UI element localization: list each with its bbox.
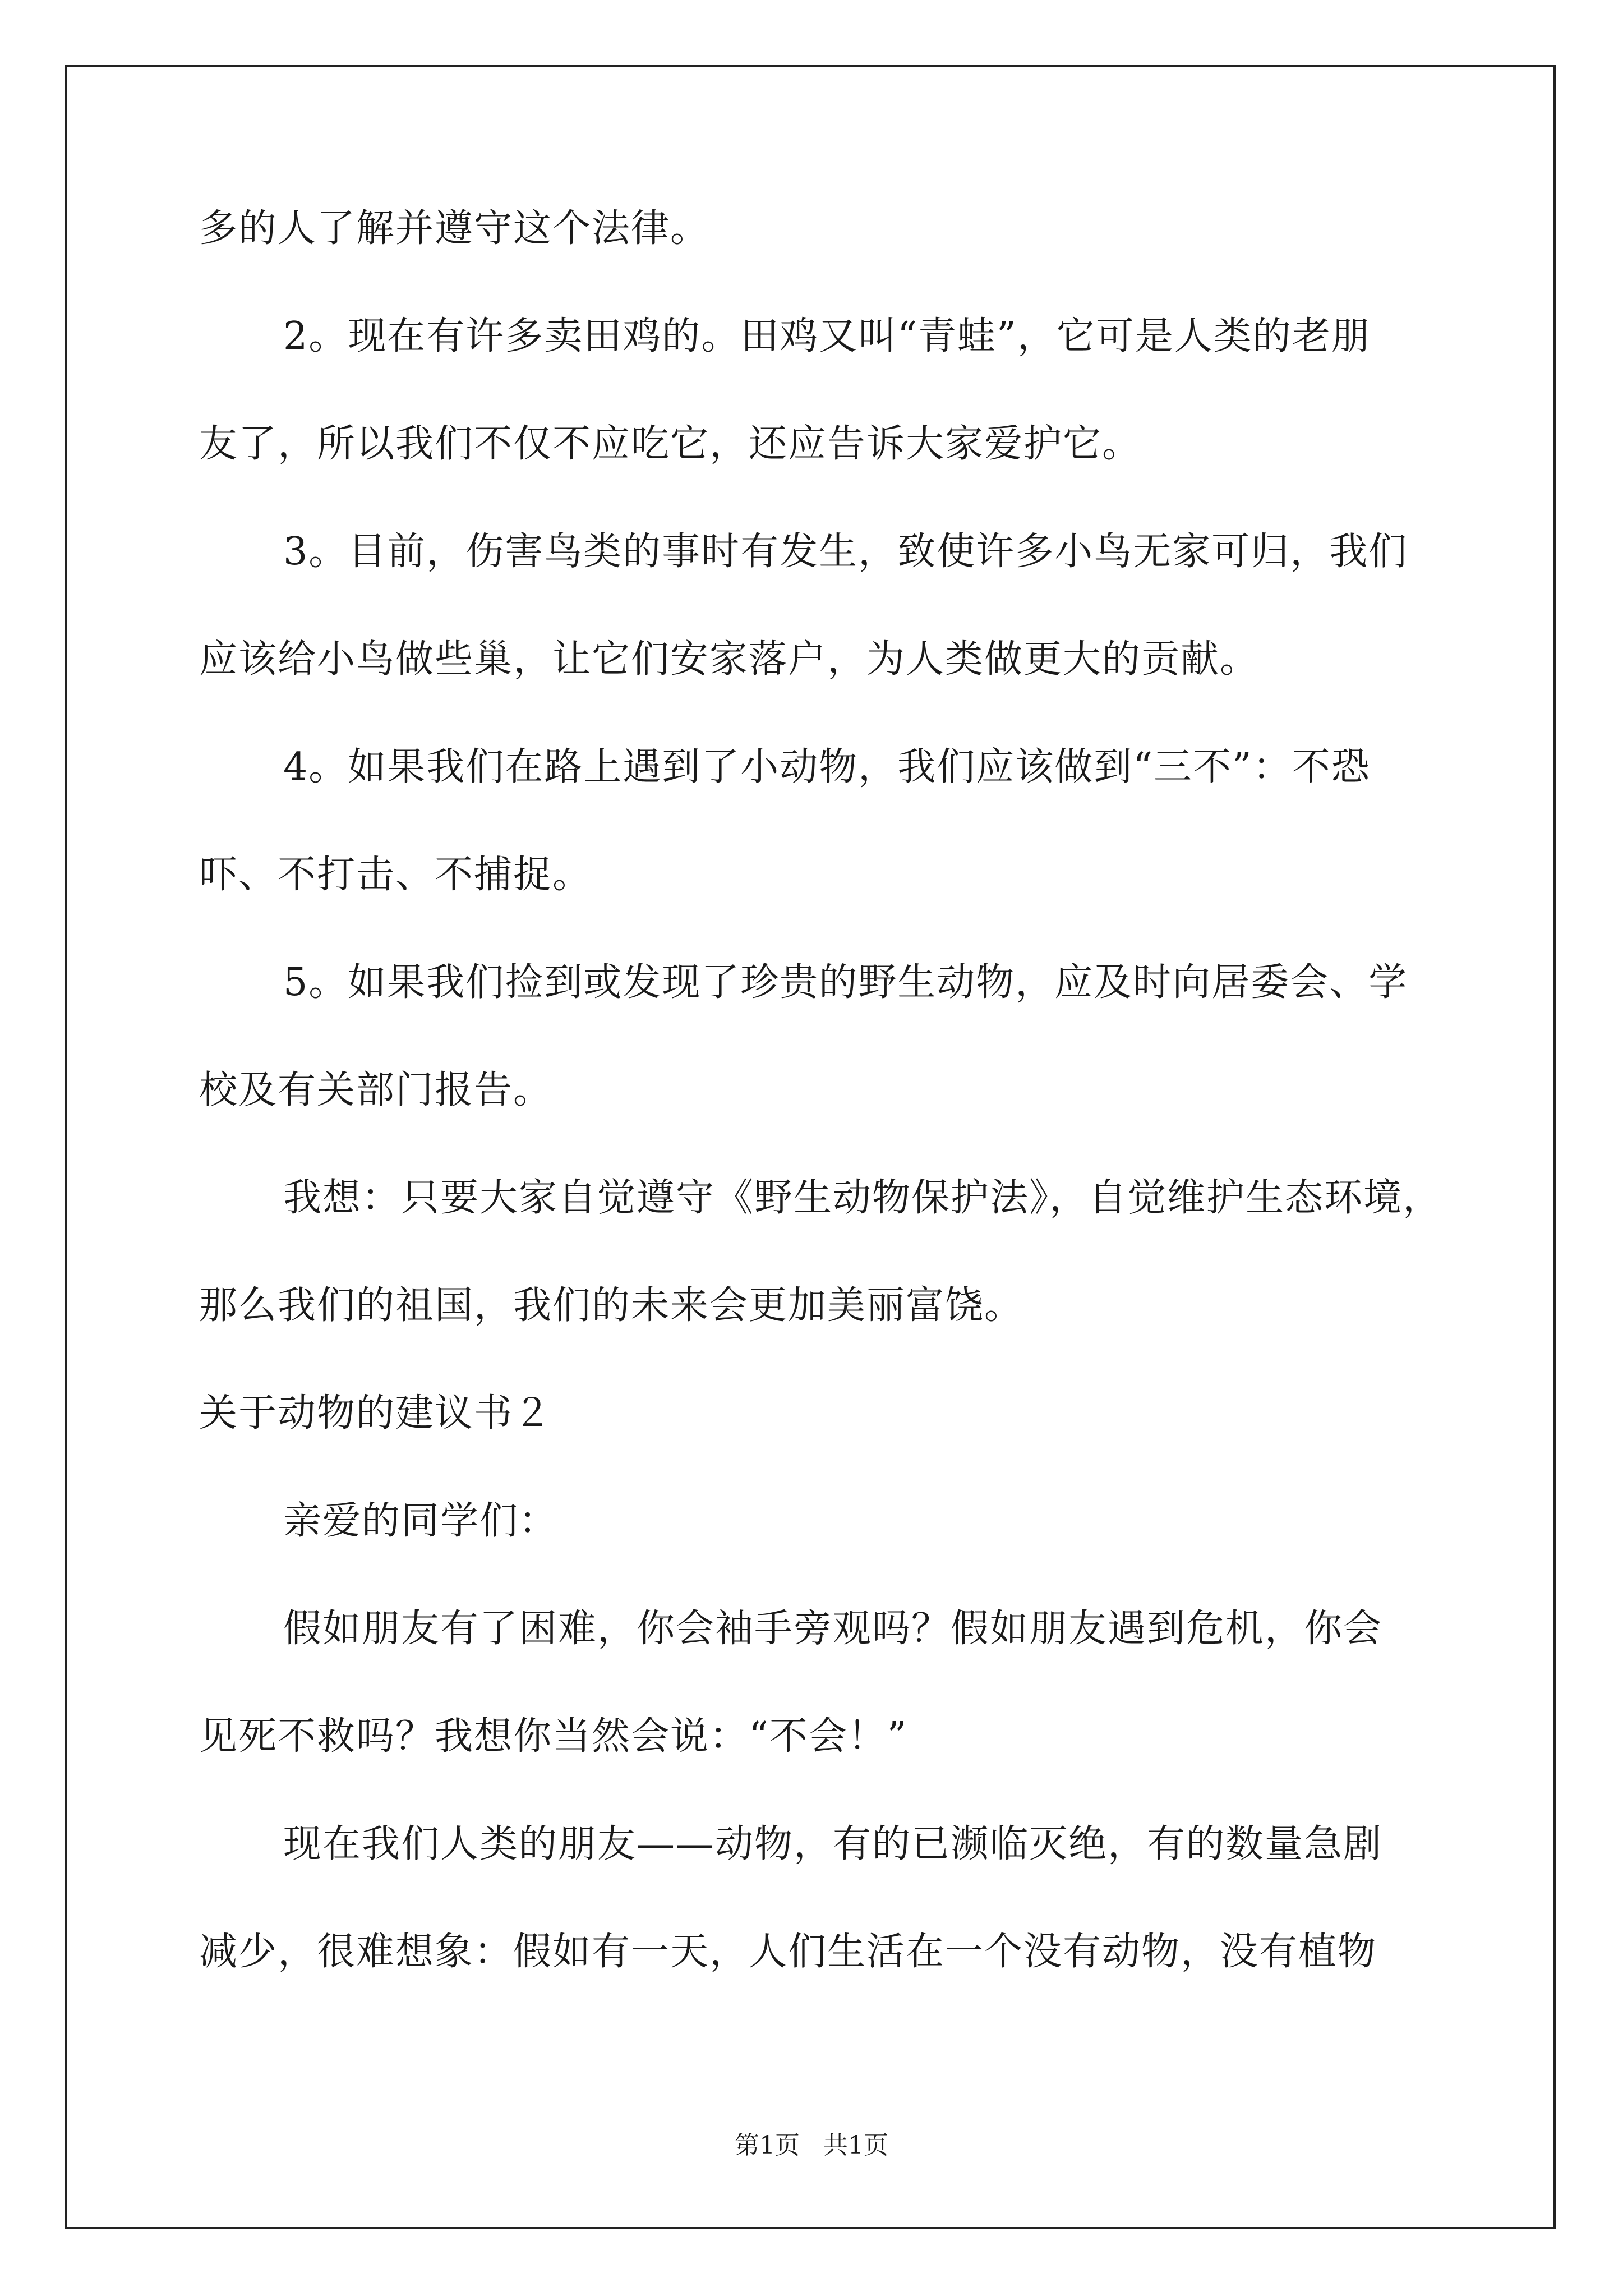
text-line: 校及有关部门报告。 [199,1068,553,1112]
text-line-item-4: 4。如果我们在路上遇到了小动物，我们应该做到“三不”：不恐 [283,745,1371,789]
text-line-paragraph-start: 假如朋友有了困难，你会袖手旁观吗？假如朋友遇到危机，你会 [283,1607,1383,1651]
section-heading: 关于动物的建议书２ [199,1391,553,1435]
text-line-continuation: 多的人了解并遵守这个法律。 [199,206,710,251]
text-line: 吓、不打击、不捕捉。 [199,853,592,897]
text-line-item-5: 5。如果我们捡到或发现了珍贵的野生动物，应及时向居委会、学 [283,960,1408,1005]
text-line: 应该给小鸟做些巢，让它们安家落户，为人类做更大的贡献。 [199,637,1260,682]
page-border [65,65,1556,2229]
salutation: 亲爱的同学们： [283,1499,559,1543]
text-line: 减少，很难想象：假如有一天，人们生活在一个没有动物，没有植物 [199,1930,1377,1974]
text-line: 见死不救吗？我想你当然会说：“不会！” [199,1714,908,1759]
text-line-item-3: 3。目前，伤害鸟类的事时有发生，致使许多小鸟无家可归，我们 [283,530,1408,574]
text-line-paragraph-start: 现在我们人类的朋友——动物，有的已濒临灭绝，有的数量急剧 [283,1822,1383,1866]
text-line: 那么我们的祖国，我们的未来会更加美丽富饶。 [199,1283,1024,1328]
text-line: 友了，所以我们不仅不应吃它，还应告诉大家爱护它。 [199,422,1142,466]
page-number-footer: 第1页 共1页 [735,2131,888,2160]
text-line-conclusion: 我想：只要大家自觉遵守《野生动物保护法》，自觉维护生态环境， [283,1176,1442,1220]
text-line-item-2: 2。现在有许多卖田鸡的。田鸡又叫“青蛙”，它可是人类的老朋 [283,314,1371,358]
